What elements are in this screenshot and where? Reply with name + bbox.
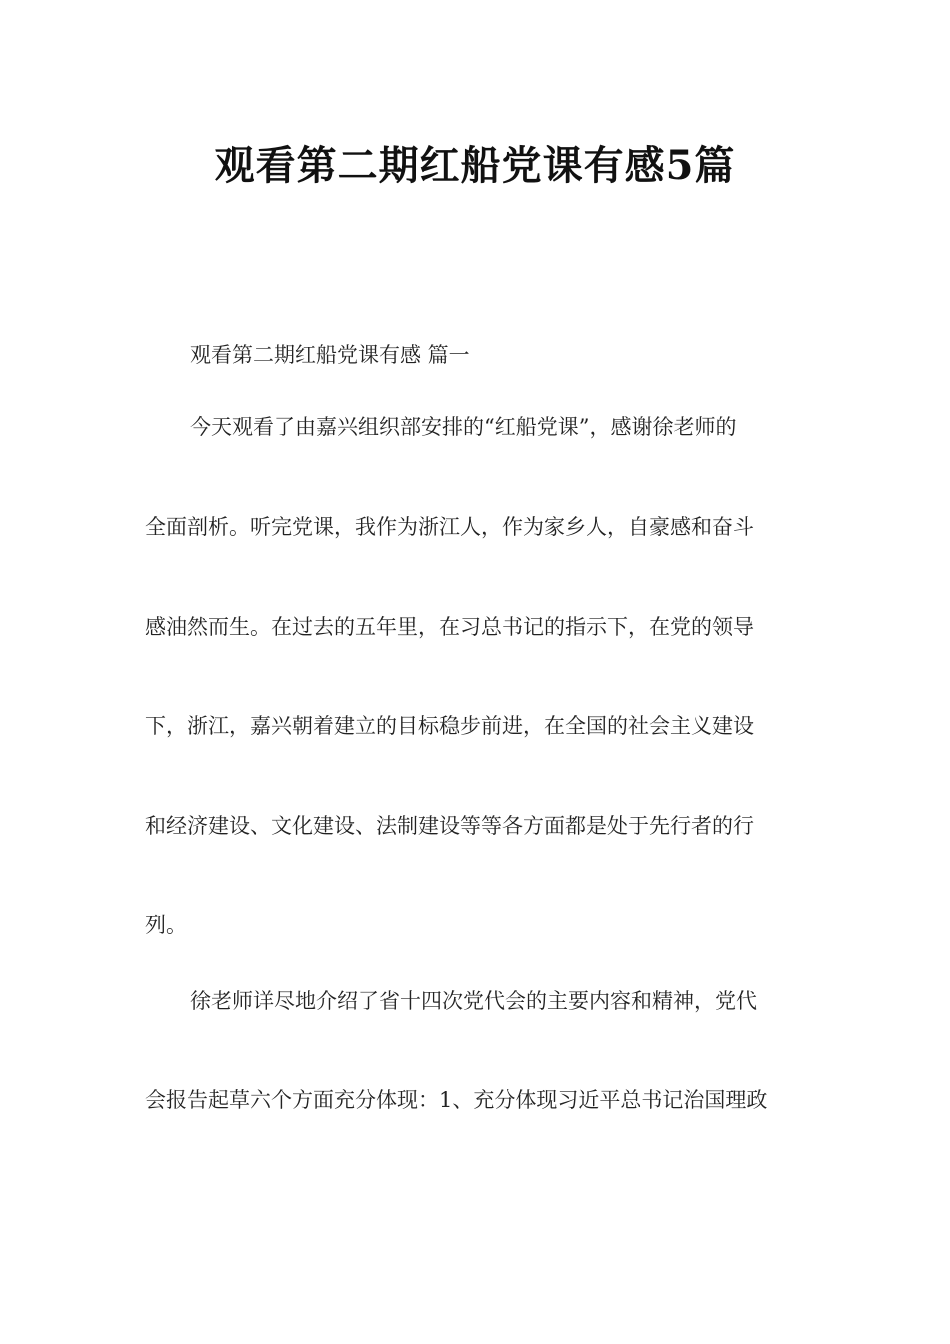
paragraph-1-line-1: 今天观看了由嘉兴组织部安排的“红船党课”，感谢徐老师的 [190,415,737,439]
paragraph-1-line-6: 列。 [145,913,187,937]
paragraph-1-line-3: 感油然而生。在过去的五年里，在习总书记的指示下，在党的领导 [145,615,754,639]
section-heading: 观看第二期红船党课有感 篇一 [190,343,470,367]
paragraph-2-line-1: 徐老师详尽地介绍了省十四次党代会的主要内容和精神，党代 [190,989,757,1013]
paragraph-1-line-4: 下，浙江，嘉兴朝着建立的目标稳步前进，在全国的社会主义建设 [145,714,754,738]
paragraph-2-line-2: 会报告起草六个方面充分体现：1、充分体现习近平总书记治国理政 [145,1088,768,1112]
paragraph-1-line-5: 和经济建设、文化建设、法制建设等等各方面都是处于先行者的行 [145,814,754,838]
document-title: 观看第二期红船党课有感5篇 [214,142,736,189]
paragraph-1-line-2: 全面剖析。听完党课，我作为浙江人，作为家乡人，自豪感和奋斗 [145,515,754,539]
